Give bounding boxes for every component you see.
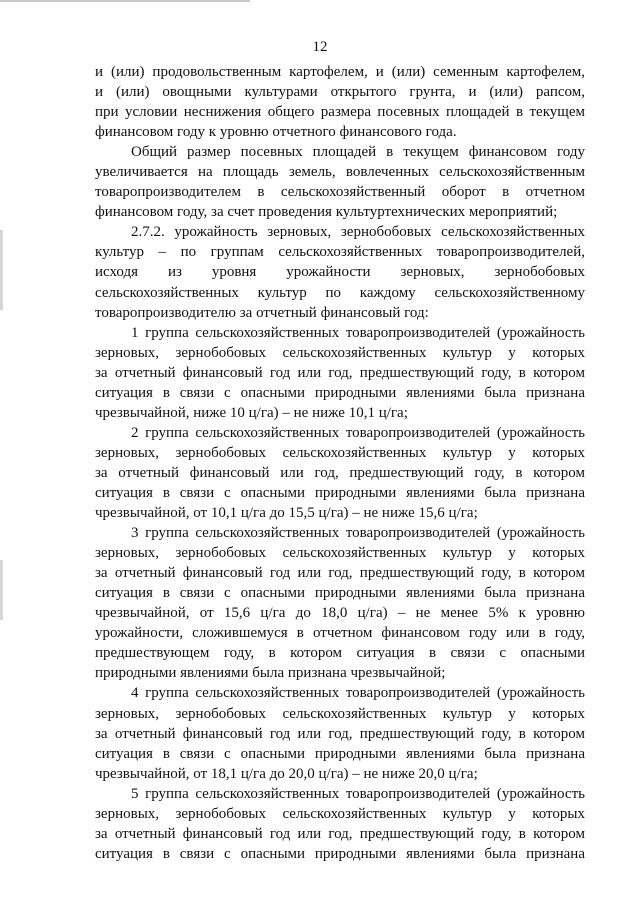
text-line: и (или) продовольственным картофелем, и (или) семенным картофелем, <box>95 64 585 80</box>
text-line: чрезвычайной, от 15,6 ц/га до 18,0 ц/га) – не менее 5% к уровню <box>95 605 585 622</box>
text-line: финансовом году к уровню отчетного финансового года. <box>95 124 457 141</box>
text-line: товаропроизводителем в сельскохозяйственный оборот в отчетном <box>95 184 585 201</box>
text-line: товаропроизводителю за отчетный финансовый год: <box>95 304 429 321</box>
text-line: зерновых, зернобобовых сельскохозяйственных культур у которых <box>95 344 585 361</box>
text-line: 3 группа сельскохозяйственных товаропроизводителей (урожайность <box>131 525 585 542</box>
text-line: Общий размер посевных площадей в текущем финансовом году <box>131 144 585 161</box>
text-line: ситуация в связи с опасными природными явлениями была признана <box>95 585 585 602</box>
text-line: чрезвычайной, от 18,1 ц/га до 20,0 ц/га) – не ниже 20,0 ц/га; <box>95 765 478 782</box>
paragraph <box>95 222 585 322</box>
scan-margin-mark <box>0 560 3 620</box>
text-line: за отчетный финансовый год или год, предшествующий году, в котором <box>95 825 585 842</box>
paragraph <box>95 523 585 683</box>
text-line: при условии неснижения общего размера посевных площадей в текущем <box>95 104 585 121</box>
paragraph <box>95 784 585 864</box>
paragraph <box>95 683 585 783</box>
text-line: культур – по группам сельскохозяйственных товаропроизводителей, <box>95 244 585 261</box>
text-line: предшествующем году, в котором ситуация в связи с опасными <box>95 645 585 662</box>
text-line: зерновых, зернобобовых сельскохозяйственных культур у которых <box>95 805 585 822</box>
text-line: 2 группа сельскохозяйственных товаропроизводителей (урожайность <box>131 424 585 441</box>
page-number: 12 <box>312 39 328 55</box>
text-line: за отчетный финансовый год или год, предшествующий году, в котором <box>95 565 585 582</box>
text-line: увеличивается на площадь земель, вовлеченных сельскохозяйственным <box>95 164 585 181</box>
text-line: природными явлениями была признана чрезвычайной; <box>95 665 446 682</box>
text-line: ситуация в связи с опасными природными явлениями была признана <box>95 845 585 862</box>
text-line: исходя из уровня урожайности зерновых, зернобобовых <box>95 264 585 281</box>
text-line: и (или) овощными культурами открытого грунта, и (или) рапсом, <box>95 84 585 101</box>
scan-margin-mark <box>0 230 3 310</box>
text-line: за отчетный финансовый или год, предшествующий году, в котором <box>95 464 585 481</box>
text-line: 4 группа сельскохозяйственных товаропроизводителей (урожайность <box>131 685 585 702</box>
document-body <box>95 62 585 864</box>
paragraph <box>95 323 585 423</box>
text-line: зерновых, зернобобовых сельскохозяйственных культур у которых <box>95 545 585 562</box>
paragraph <box>95 142 585 222</box>
text-line: чрезвычайной, от 10,1 ц/га до 15,5 ц/га) – не ниже 15,6 ц/га; <box>95 505 478 522</box>
text-line: 5 группа сельскохозяйственных товаропроизводителей (урожайность <box>131 785 585 802</box>
text-line: ситуация в связи с опасными природными явлениями была признана <box>95 384 585 401</box>
text-line: за отчетный финансовый год или год, предшествующий году, в котором <box>95 725 585 742</box>
text-line: ситуация в связи с опасными природными явлениями была признана <box>95 484 585 501</box>
text-line: зерновых, зернобобовых сельскохозяйственных культур у которых <box>95 444 585 461</box>
text-line: 2.7.2. урожайность зерновых, зернобобовых сельскохозяйственных <box>131 224 585 241</box>
paragraph <box>95 62 585 142</box>
text-line: за отчетный финансовый год или год, предшествующий году, в котором <box>95 364 585 381</box>
text-line: сельскохозяйственных культур по каждому сельскохозяйственному <box>95 284 585 301</box>
text-line: 1 группа сельскохозяйственных товаропроизводителей (урожайность <box>131 324 585 341</box>
text-line: урожайности, сложившемуся в отчетном финансовом году или в году, <box>95 625 585 642</box>
text-line: финансовом году, за счет проведения культуртехнических мероприятий; <box>95 204 558 221</box>
text-line: зерновых, зернобобовых сельскохозяйственных культур у которых <box>95 705 585 722</box>
scan-edge-line <box>0 0 250 2</box>
text-line: чрезвычайной, ниже 10 ц/га) – не ниже 10,1 ц/га; <box>95 404 408 421</box>
text-line: ситуация в связи с опасными природными явлениями была признана <box>95 745 585 762</box>
paragraph <box>95 423 585 523</box>
